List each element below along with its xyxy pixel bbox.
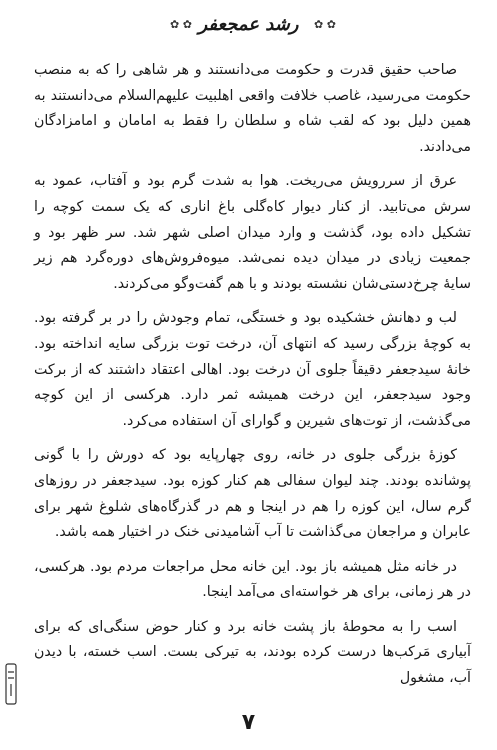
paragraph-5: در خانه مثل همیشه باز بود. این خانه محل مراجعات مردم بود. هرکسی، در هر زمانی، برای هر خواسته‌ای می‌آمد اینجا. <box>34 558 471 601</box>
page-header <box>0 8 497 52</box>
paragraph-2: عرق از سررویش می‌ریخت. هوا به شدت گرم بود و آفتاب، عمود به سرش می‌تابید. از کنار دیوار کاه‌گلی باغ اناری که یک سمت کوچه را تشکیل داده بود، گذشت و وارد میدان اصلی شهر شد. سر ظهر بود و جمعیت زیادی در میدان دیده نمی‌شد. میوه‌فروش‌های دوره‌گرد هم زیر سایهٔ چرخ‌دستی‌شان نشسته بودند و با هم گفت‌وگو می‌کردند. <box>34 173 471 292</box>
header-ornament-right: ✿ ✿ <box>314 18 336 31</box>
publisher-logo-icon <box>3 662 19 706</box>
paragraph-3: لب و دهانش خشکیده بود و خستگی، تمام وجودش را در بر گرفته بود. به کوچهٔ بزرگی رسید که انتهای آن، درخت توت بزرگی سایه انداخته بود. خانهٔ سیدجعفر دقیقاً جلوی آن درخت بود. اهالی اعتقاد داشتند که از برکت وجود سیدجعفر، این درخت همیشه ثمر دارد. هرکسی از این کوچه می‌گذشت، از توت‌های شیرین و گوارای آن استفاده می‌کرد. <box>34 310 471 429</box>
paragraph-1: صاحب حقیق قدرت و حکومت می‌دانستند و هر شاهی را که به منصب حکومت می‌رسید، غاصب خلافت واقعی اهلبیت علیهم‌السلام می‌دانستند به همین دلیل بود که لقب شاه و سلطان را فقط به امامان و امامزادگان می‌دادند. <box>34 62 471 155</box>
book-title: رشد عمجعفر <box>198 14 299 35</box>
body-text <box>34 58 471 701</box>
header-ornament-left: ✿ ✿ <box>170 18 192 31</box>
paragraph-6: اسب را به محوطهٔ باز پشت خانه برد و کنار حوض سنگی‌ای که برای آبیاری مَرکب‌ها درست کرده بودند، به تیرکی بست. اسب خسته، با دیدن آب، مشغول <box>34 618 471 687</box>
page-number: ۷ <box>241 710 256 735</box>
paragraph-4: کوزهٔ بزرگی جلوی در خانه، روی چهارپایه بود که دورش را با گونی پوشانده بودند. چند لیوان سفالی هم کنار کوزه بود. سیدجعفر در روزهای گرم سال، این کوزه را هم در اینجا و هم در گذرگاه‌های شلوغ شهر برای عابران و مراجعان می‌گذاشت تا آب آشامیدنی خنک در اختیار همه باشد. <box>34 447 471 541</box>
